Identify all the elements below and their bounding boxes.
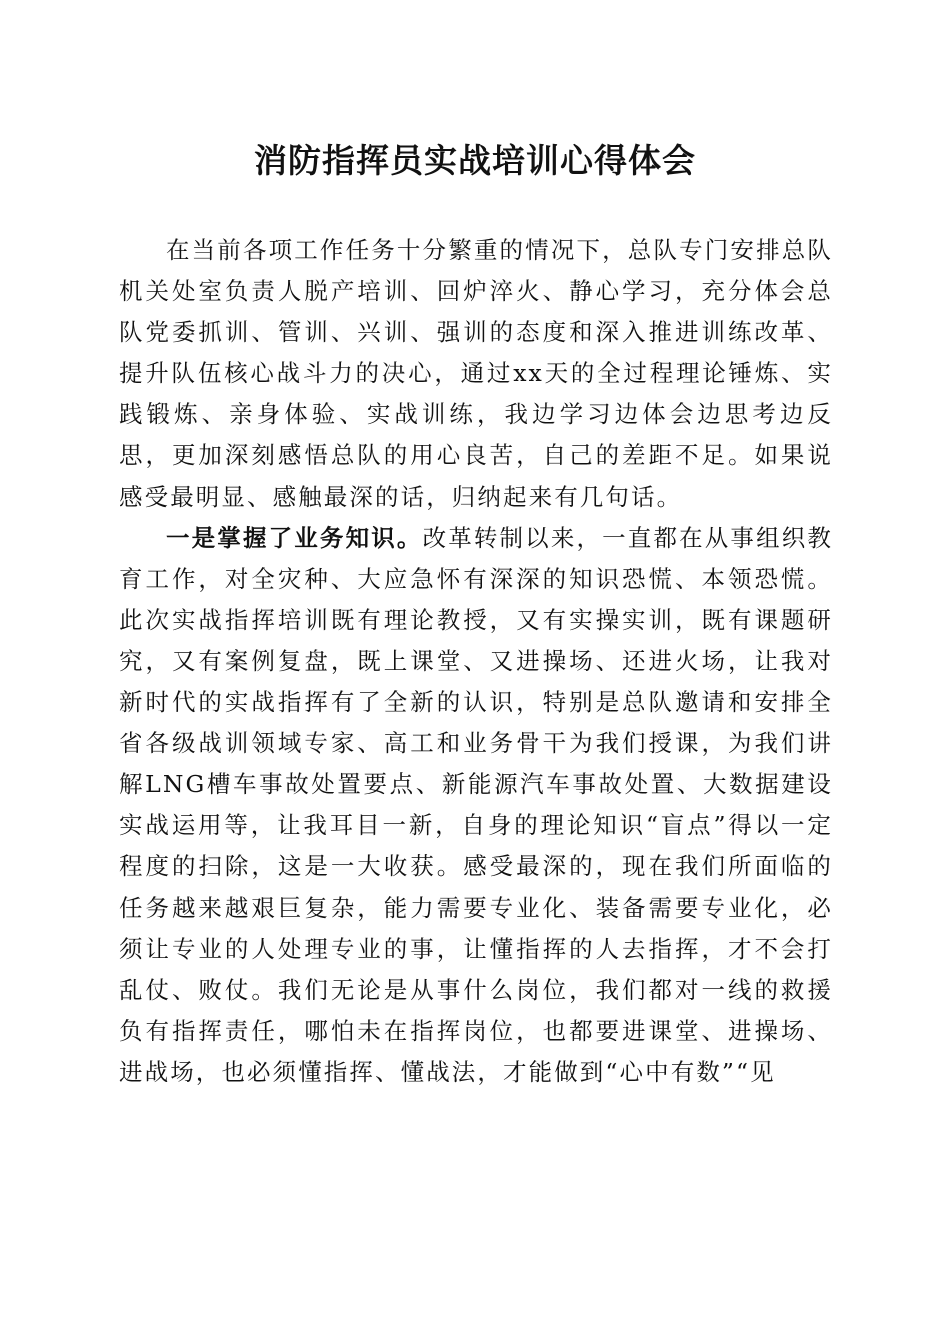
paragraph-section-1 (119, 518, 833, 1093)
paragraph-text: 在当前各项工作任务十分繁重的情况下，总队专门安排总队机关处室负责人脱产培训、回炉淬火、静心学习，充分体会总队党委抓训、管训、兴训、强训的态度和深入推进训练改革、提升队伍核心战斗力的决心，通过xx天的全过程理论锤炼、实践锻炼、亲身体验、实战训练，我边学习边体会边思考边反思，更加深刻感悟总队的用心良苦，自己的差距不足。如果说感受最明显、感触最深的话，归纳起来有几句话。 (119, 236, 833, 511)
document-title: 消防指挥员实战培训心得体会 (254, 141, 696, 180)
paragraph-intro (119, 230, 833, 518)
paragraph-text: 改革转制以来，一直都在从事组织教育工作，对全灾种、大应急怀有深深的知识恐慌、本领恐慌。此次实战指挥培训既有理论教授，又有实操实训，既有课题研究，又有案例复盘，既上课堂、又进操场、还进火场，让我对新时代的实战指挥有了全新的认识，特别是总队邀请和安排全省各级战训领域专家、高工和业务骨干为我们授课，为我们讲解LNG槽车事故处置要点、新能源汽车事故处置、大数据建设实战运用等，让我耳目一新，自身的理论知识“盲点”得以一定程度的扫除，这是一大收获。感受最深的，现在我们所面临的任务越来越艰巨复杂，能力需要专业化、装备需要专业化，必须让专业的人处理专业的事，让懂指挥的人去指挥，才不会打乱仗、败仗。我们无论是从事什么岗位，我们都对一线的救援负有指挥责任，哪怕未在指挥岗位，也都要进课堂、进操场、进战场，也必须懂指挥、懂战法，才能做到“心中有数”“见 (119, 523, 833, 1086)
document-body (119, 230, 833, 1093)
section-heading: 一是掌握了业务知识。 (166, 523, 423, 552)
